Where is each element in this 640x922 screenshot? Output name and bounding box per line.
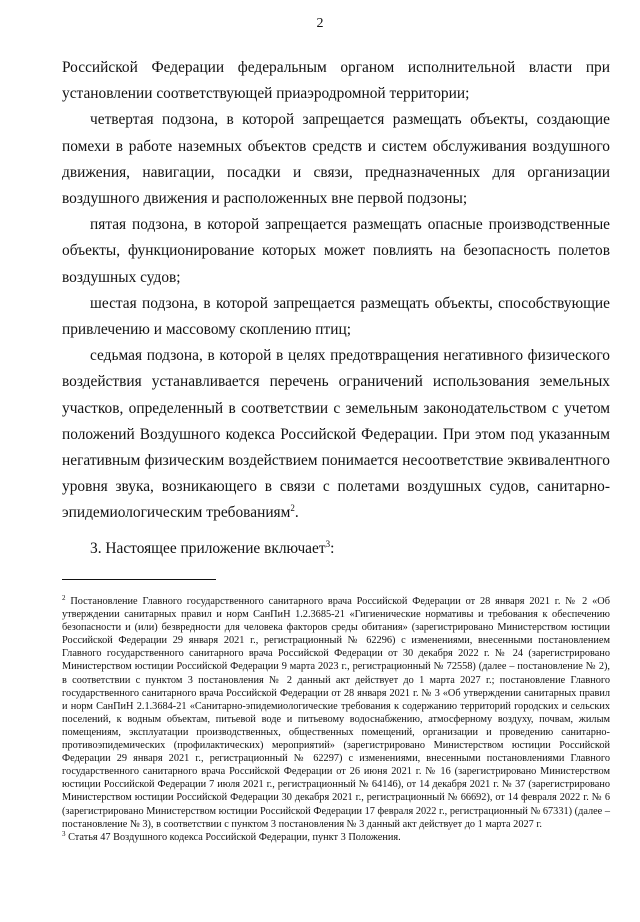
paragraph-item-3 — [62, 536, 610, 562]
document-body — [62, 55, 610, 562]
paragraph-subzone-7 — [62, 343, 610, 526]
footnote-3 — [62, 831, 610, 844]
paragraph-subzone-5: пятая подзона, в которой запрещается размещать опасные производственные объекты, функционирование которых может повлиять на безопасность полетов воздушных судов; — [62, 216, 610, 286]
page-number: 2 — [316, 16, 324, 31]
footnote-separator — [62, 579, 216, 580]
footnote-2 — [62, 595, 610, 831]
footnote-ref-2[interactable]: 2 — [290, 503, 295, 514]
footnote-marker-3: 3 — [62, 829, 66, 838]
paragraph-item-3-text: 3. Настоящее приложение включает — [90, 539, 326, 557]
paragraph-subzone-6: шестая подзона, в которой запрещается размещать объекты, способствующие привлечению и массовому скоплению птиц; — [62, 294, 610, 339]
footnote-ref-3[interactable]: 3 — [325, 538, 331, 549]
paragraph-subzone-4: четвертая подзона, в которой запрещается размещать объекты, создающие помехи в работе наземных объектов средств и систем обслуживания воздушного движения, навигации, посадки и связи, предназначенных для организации воздушного движения и расположенных вне первой подзоны; — [62, 111, 610, 208]
paragraph-subzone-7-text: седьмая подзона, в которой в целях предотвращения негативного физического воздействия устанавливается перечень ограничений использования земельных участков, определенный в соответствии с земельным законодательством с учетом положений Воздушного кодекса Российской Федерации. При этом под указанным негативным физическим воздействием понимается несоответствие эквивалентного уровня звука, возникающего в связи с полетами воздушных судов, санитарно-эпидемиологическим требованиям — [62, 347, 610, 522]
footnote-2-text: Постановление Главного государственного санитарного врача Российской Федерации от 28 января 2021 г. № 2 «Об утверждении санитарных правил и норм СанПиН 1.2.3685-21 «Гигиенические нормативы и требования к обеспечению безопасности и (или) безвредности для человека факторов среды обитания» (зарегистрировано Министерством юстиции Российской Федерации 29 января 2021 г., регистрационный № 62296) с изменениями, внесенными постановлением Главного государственного санитарного врача Российской Федерации от 30 декабря 2022 г. № 24 (зарегистрировано Министерством юстиции Российской Федерации 9 марта 2023 г., регистрационный № 72558) (далее – постановление № 2), в соответствии с пунктом 3 постановления № 2 данный акт действует до 1 марта 2027 г.; постановление Главного государственного санитарного врача Российской Федерации от 28 января 2021 г. № 3 «Об утверждении санитарных правил и норм СанПиН 2.1.3684-21 «Санитарно-эпидемиологические требования к содержанию территорий городских и сельских поселений, к водным объектам, питьевой воде и питьевому водоснабжению, атмосферному воздуху, почвам, жилым помещениям, эксплуатации производственных, общественных помещений, организации и проведению санитарно-противоэпидемических (профилактических) мероприятий» (зарегистрировано Министерством юстиции Российской Федерации 29 января 2021 г., регистрационный № 62297) с изменениями, внесенными постановлениями Главного государственного санитарного врача Российской Федерации от 26 июня 2021 г. № 16 (зарегистрировано Министерством юстиции Российской Федерации 7 июля 2021 г., регистрационный № 64146), от 14 декабря 2021 г. № 37 (зарегистрировано Министерством юстиции Российской Федерации 30 декабря 2021 г., регистрационный № 66692), от 14 февраля 2022 г. № 6 (зарегистрировано Министерством юстиции Российской Федерации 17 февраля 2022 г., регистрационный № 67331) (далее – постановление № 3), в соответствии с пунктом 3 постановления № 3 данный акт действует до 1 марта 2027 г. — [62, 596, 610, 830]
paragraph-continuation: Российской Федерации федеральным органом исполнительной власти при установлении соответствующей приаэродромной территории; — [62, 59, 610, 103]
paragraph-subzone-7-end: . — [294, 504, 299, 522]
paragraph-item-3-end: : — [330, 539, 335, 557]
footnote-3-text: Статья 47 Воздушного кодекса Российской Федерации, пункт 3 Положения. — [65, 831, 401, 843]
footnotes — [62, 595, 610, 844]
footnote-marker-2: 2 — [62, 594, 66, 602]
